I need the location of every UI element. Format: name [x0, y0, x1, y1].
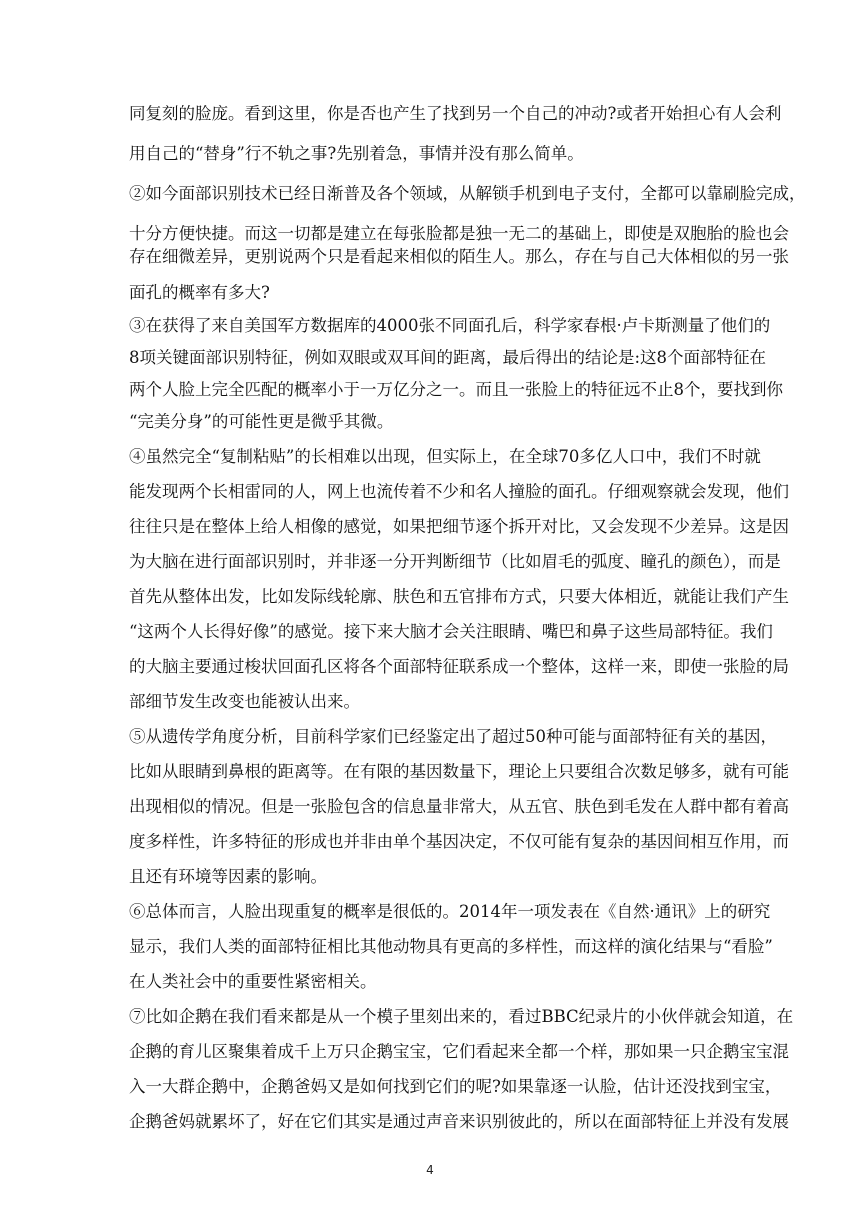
text-line: ⑤从遗传学角度分析，目前科学家们已经鉴定出了超过50种可能与面部特征有关的基因， — [129, 727, 777, 746]
text-line: 企鹅的育儿区聚集着成千上万只企鹅宝宝，它们看起来全都一个样，那如果一只企鹅宝宝混 — [129, 1042, 789, 1061]
text-line: 出现相似的情况。但是一张脸包含的信息量非常大，从五官、肤色到毛发在人群中都有着高 — [129, 797, 789, 816]
text-line: 且还有环境等因素的影响。 — [129, 867, 327, 886]
text-line: 往往只是在整体上给人相像的感觉，如果把细节逐个拆开对比，又会发现不少差异。这是因 — [129, 517, 789, 536]
text-line: ②如今面部识别技术已经日渐普及各个领域，从解锁手机到电子支付，全都可以靠刷脸完成， — [129, 184, 806, 203]
text-line: 8项关键面部识别特征，例如双眼或双耳间的距离，最后得出的结论是:这8个面部特征在 — [129, 348, 767, 367]
text-line: 能发现两个长相雷同的人，网上也流传着不少和名人撞脸的面孔。仔细观察就会发现，他们 — [129, 482, 789, 501]
text-line: 入一大群企鹅中，企鹅爸妈又是如何找到它们的呢?如果靠逐一认脸，估计还没找到宝宝， — [129, 1077, 782, 1096]
text-line: 存在细微差异，更别说两个只是看起来相似的陌生人。那么，存在与自己大体相似的另一张 — [129, 247, 789, 266]
text-line: 的大脑主要通过梭状回面孔区将各个面部特征联系成一个整体，这样一来，即使一张脸的局 — [129, 657, 789, 676]
text-line: 显示，我们人类的面部特征相比其他动物具有更高的多样性，而这样的演化结果与“看脸” — [129, 937, 773, 956]
text-line: 同复刻的脸庞。看到这里，你是否也产生了找到另一个自己的冲动?或者开始担心有人会利 — [129, 104, 782, 123]
text-line: 首先从整体出发，比如发际线轮廓、肤色和五官排布方式，只要大体相近，就能让我们产生 — [129, 587, 789, 606]
text-line: ⑦比如企鹅在我们看来都是从一个模子里刻出来的，看过BBC纪录片的小伙伴就会知道，在 — [129, 1007, 794, 1026]
text-line: ③在获得了来自美国军方数据库的4000张不同面孔后，科学家春根·卢卡斯测量了他们的 — [129, 316, 771, 335]
text-line: 为大脑在进行面部识别时，并非逐一分开判断细节（比如眉毛的弧度、瞳孔的颜色），而是 — [129, 552, 781, 571]
text-line: 企鹅爸妈就累坏了，好在它们其实是通过声音来识别彼此的，所以在面部特征上并没有发展 — [129, 1112, 789, 1131]
text-line: 面孔的概率有多大? — [129, 283, 270, 302]
text-line: ⑥总体而言，人脸出现重复的概率是很低的。2014年一项发表在《自然·通讯》上的研究 — [129, 902, 771, 921]
text-line: 在人类社会中的重要性紧密相关。 — [129, 972, 377, 991]
text-line: 十分方便快捷。而这一切都是建立在每张脸都是独一无二的基础上，即使是双胞胎的脸也会 — [129, 224, 789, 243]
text-line: “这两个人长得好像”的感觉。接下来大脑才会关注眼睛、嘴巴和鼻子这些局部特征。我们 — [129, 622, 773, 641]
text-line: ④虽然完全“复制粘贴”的长相难以出现，但实际上，在全球70多亿人口中，我们不时就 — [129, 447, 761, 466]
text-line: 部细节发生改变也能被认出来。 — [129, 692, 360, 711]
text-line: “完美分身”的可能性更是微乎其微。 — [129, 412, 394, 431]
text-line: 用自己的“替身”行不轨之事?先别着急，事情并没有那么简单。 — [129, 144, 584, 163]
text-line: 比如从眼睛到鼻根的距离等。在有限的基因数量下，理论上只要组合次数足够多，就有可能 — [129, 762, 789, 781]
page-number: 4 — [426, 1163, 434, 1177]
text-line: 两个人脸上完全匹配的概率小于一万亿分之一。而且一张脸上的特征远不止8个，要找到你 — [129, 380, 783, 399]
text-line: 度多样性，许多特征的形成也并非由单个基因决定，不仅可能有复杂的基因间相互作用，而 — [129, 832, 789, 851]
